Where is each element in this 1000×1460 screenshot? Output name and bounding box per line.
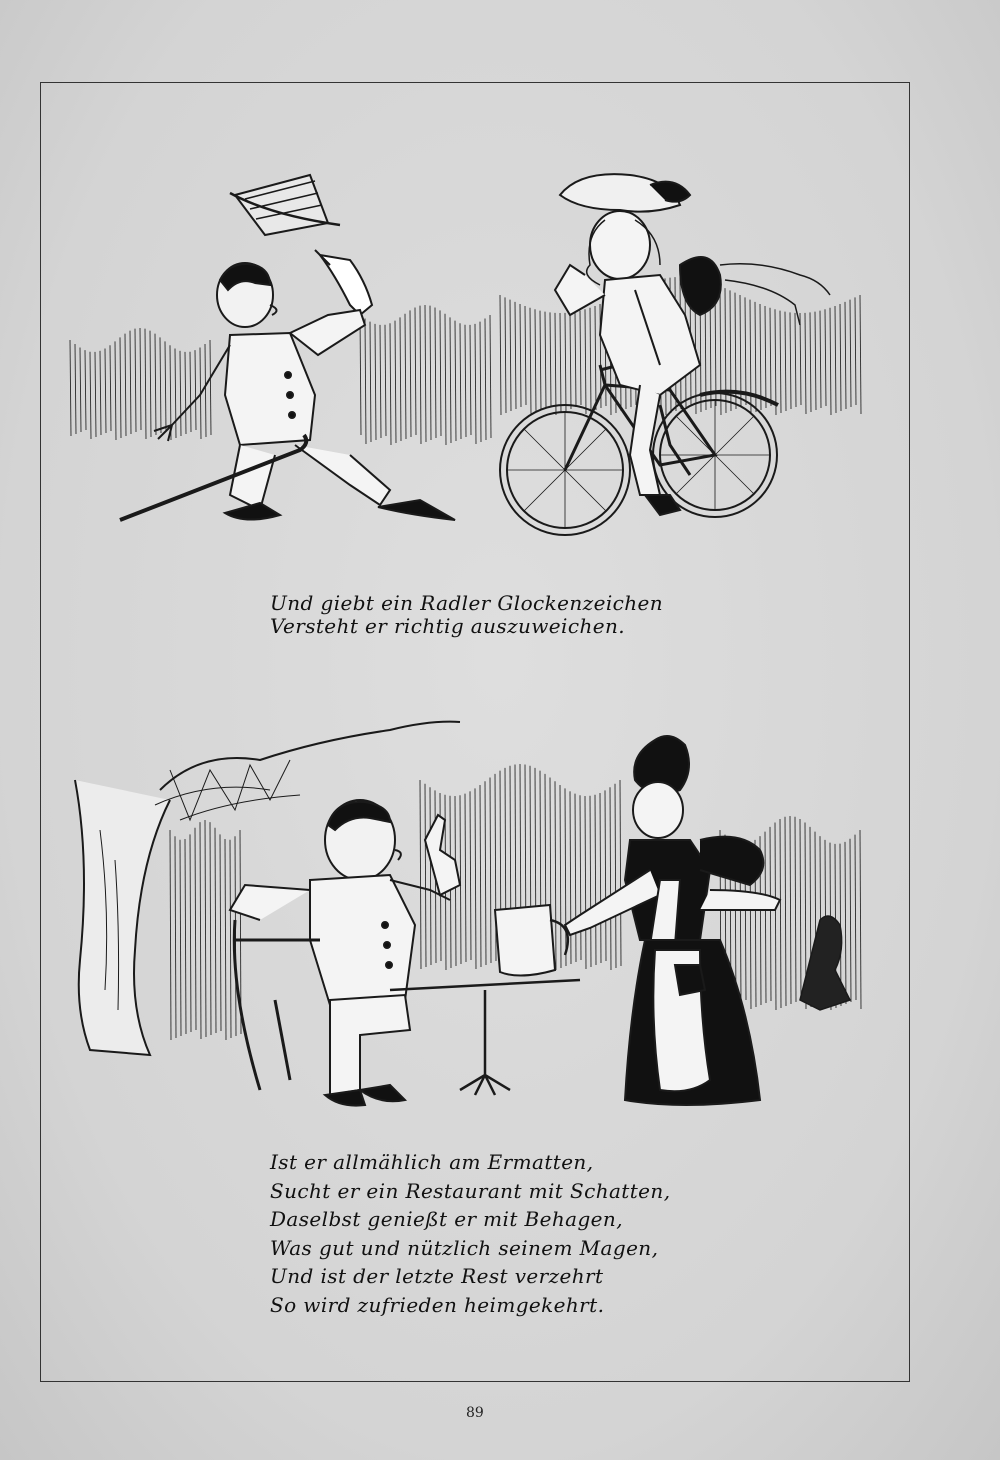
verse-bottom-line-5: Und ist der letzte Rest verzehrt	[270, 1264, 604, 1288]
page-number: 89	[466, 1405, 484, 1421]
background-hatching	[70, 277, 861, 445]
verse-bottom-line-1: Ist er allmählich am Ermatten,	[270, 1150, 594, 1174]
illustration-top-drawing	[60, 165, 880, 565]
verse-top	[270, 592, 663, 638]
verse-bottom-line-4: Was gut und nützlich seinem Magen,	[270, 1235, 659, 1260]
illustration-restaurant-scene	[60, 710, 880, 1120]
illustration-bottom-drawing	[60, 710, 880, 1120]
verse-bottom-line-3: Daselbst genießt er mit Behagen,	[270, 1207, 623, 1231]
verse-top-line-2: Versteht er richtig auszuweichen.	[270, 614, 625, 638]
verse-top-line-1: Und giebt ein Radler Glockenzeichen	[270, 591, 664, 615]
verse-bottom	[270, 1148, 670, 1319]
illustration-gentleman-and-cyclist	[60, 165, 880, 565]
waitress-figure	[565, 736, 780, 1105]
background-figure	[800, 916, 850, 1010]
verse-bottom-line-6: So wird zufrieden heimgekehrt.	[270, 1292, 605, 1317]
verse-bottom-line-2: Sucht er ein Restaurant mit Schatten,	[270, 1178, 671, 1203]
table-with-mug	[390, 905, 580, 1095]
